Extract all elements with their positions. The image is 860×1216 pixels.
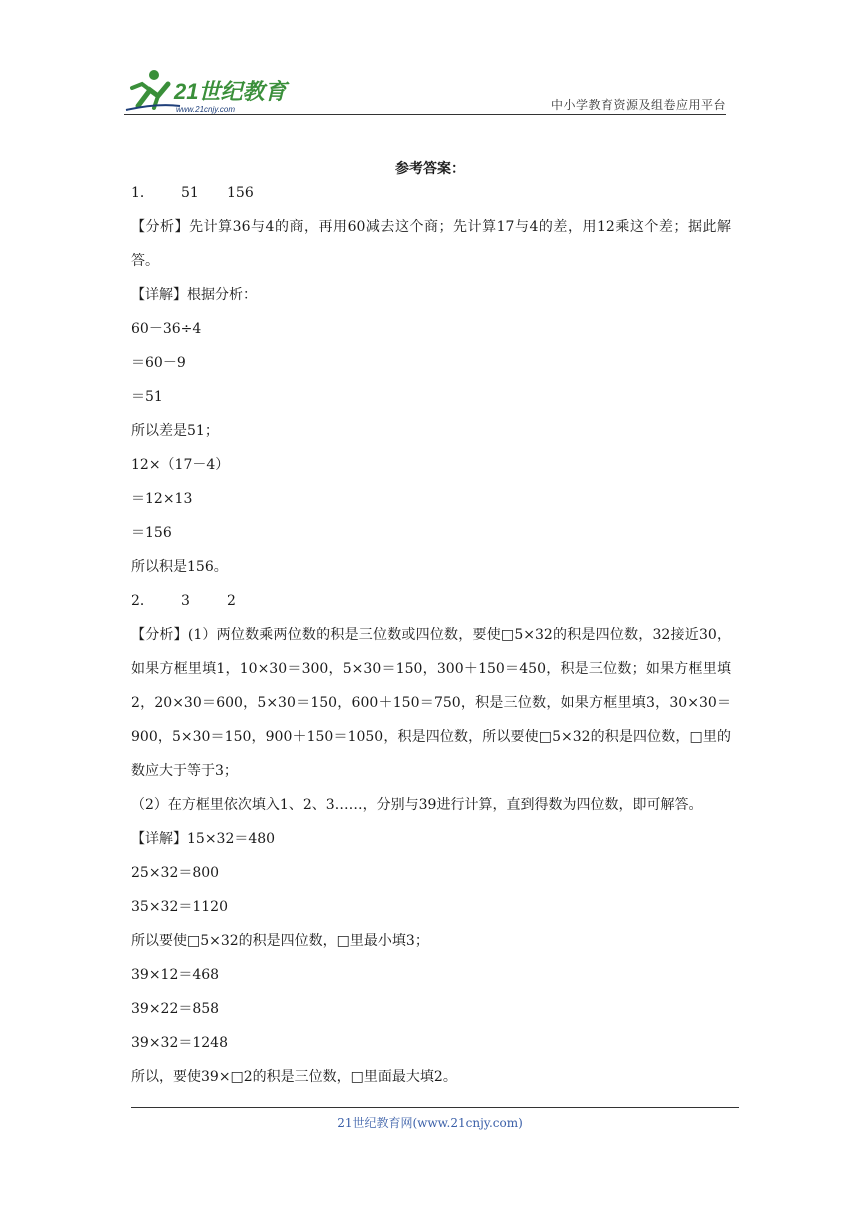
logo-url: www.21cnjy.com [176, 105, 235, 114]
header-divider [124, 114, 726, 115]
q1-answer-2: 156 [227, 185, 254, 201]
page-header [124, 66, 726, 118]
q2-step: 【详解】15×32＝480 [131, 831, 276, 847]
q2-step: 所以，要使39×□2的积是三位数，□里面最大填2。 [131, 1069, 457, 1085]
q2-answer-1: 3 [181, 593, 190, 609]
q1-answer-1: 51 [181, 185, 199, 201]
q2-step: 39×12＝468 [131, 967, 220, 983]
q1-number: 1． [131, 185, 154, 201]
q2-step: 39×22＝858 [131, 1001, 220, 1017]
footer-link[interactable]: 21世纪教育网(www.21cnjy.com) [337, 1116, 523, 1130]
q1-step: ＝51 [131, 389, 163, 405]
q1-analysis: 【分析】先计算36与4的商，再用60减去这个商；先计算17与4的差，用12乘这个差；据此解答。 [131, 219, 731, 269]
q2-step: 39×32＝1248 [131, 1035, 228, 1051]
q2-answer-2: 2 [227, 593, 236, 609]
q1-step: ＝156 [131, 525, 172, 541]
q1-step: 所以差是51； [131, 423, 219, 439]
q2-analysis-part2: （2）在方框里依次填入1、2、3……，分别与39进行计算，直到得数为四位数，即可解答。 [131, 797, 703, 813]
q2-analysis: 【分析】(1）两位数乘两位数的积是三位数或四位数，要使□5×32的积是四位数，32接近30，如果方框里填1，10×30＝300，5×30＝150，300＋150＝450，积是三位数；如果方框里填2，20×30＝600，5×30＝150，600＋150＝750，积是三位数，如果方框里填3，30×30＝900，5×30＝150，900＋150＝1050，积是四位数，所以要使□5×32的积是四位数，□里的数应大于等于3； [131, 627, 731, 779]
q1-step: 所以积是156。 [131, 559, 228, 575]
brand-logo [124, 66, 294, 114]
q1-step: 12×（17－4） [131, 457, 230, 473]
q2-number: 2． [131, 593, 154, 609]
q2-step: 35×32＝1120 [131, 899, 228, 915]
q2-step: 所以要使□5×32的积是四位数，□里最小填3； [131, 933, 429, 949]
q1-step: ＝12×13 [131, 491, 193, 507]
q2-step: 25×32＝800 [131, 865, 220, 881]
logo-wordmark: 21世纪教育 [174, 79, 287, 104]
q1-step: ＝60－9 [131, 355, 186, 371]
answer-content [131, 182, 731, 1100]
platform-slogan: 中小学教育资源及组卷应用平台 [550, 98, 726, 112]
footer-divider [131, 1107, 739, 1108]
page-title: 参考答案： [395, 161, 465, 177]
q1-step: 60－36÷4 [131, 321, 202, 337]
q1-detail-heading: 【详解】根据分析： [131, 287, 257, 303]
